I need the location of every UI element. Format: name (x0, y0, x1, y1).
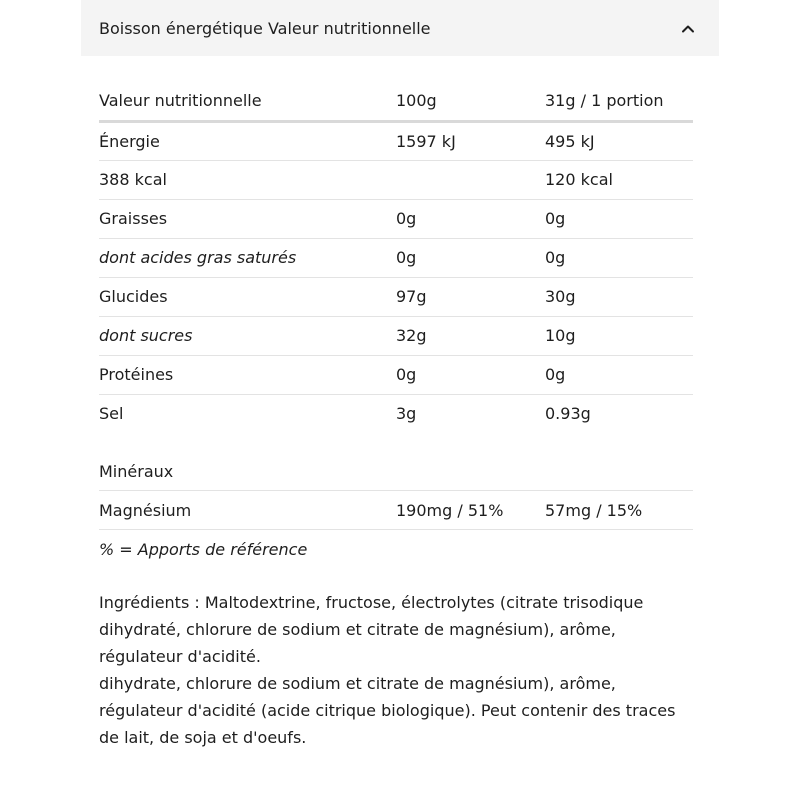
nutrition-table (99, 82, 693, 433)
table-row (99, 355, 693, 394)
ingredients-text (99, 589, 693, 751)
nutrient-per-portion: 0g (545, 248, 566, 267)
nutrient-label: Protéines (99, 365, 174, 384)
minerals-title: Minéraux (99, 452, 693, 491)
nutrition-table-header (99, 82, 693, 121)
nutrient-label: Sel (99, 404, 124, 424)
nutrient-per-100g: 0g (396, 365, 417, 384)
nutrient-per-portion: 495 kJ (545, 131, 595, 151)
nutrient-per-100g: 1597 kJ (396, 131, 456, 151)
ingredients-paragraph-2: dihydrate, chlorure de sodium et citrate de magnésium), arôme, régulateur d'acidité (acide citrique biologique). Peut contenir des traces de lait, de soja et d'oeufs. (99, 674, 676, 747)
ingredients-paragraph (99, 589, 693, 670)
table-row (99, 394, 693, 433)
accordion-content (99, 82, 693, 751)
nutrient-per-100g: 3g (396, 404, 417, 424)
table-row (99, 491, 693, 530)
nutrient-per-portion: 0.93g (545, 404, 591, 424)
nutrient-label: dont sucres (99, 326, 193, 345)
accordion-header[interactable] (81, 0, 719, 56)
table-row (99, 316, 693, 355)
nutrient-per-100g: 97g (396, 287, 427, 306)
table-row (99, 199, 693, 238)
nutrient-per-portion: 0g (545, 365, 566, 384)
nutrient-per-100g: 32g (396, 326, 427, 345)
reference-note: % = Apports de référence (99, 540, 308, 559)
ingredients-body: Maltodextrine, fructose, électrolytes (citrate trisodique dihydraté, chlorure de sodium et citrate de magnésium), arôme, régulateur d'acidité. (99, 593, 644, 666)
nutrient-per-100g: 0g (396, 248, 417, 267)
nutrient-per-portion: 30g (545, 287, 576, 306)
header-per-100g: 100g (396, 91, 437, 111)
ingredients-label: Ingrédients : (99, 593, 200, 612)
mineral-per-portion: 57mg / 15% (545, 500, 643, 520)
mineral-label: Magnésium (99, 500, 192, 520)
nutrient-per-portion: 120 kcal (545, 170, 613, 189)
nutrient-per-portion: 10g (545, 326, 576, 345)
chevron-up-icon[interactable] (681, 21, 695, 35)
nutrient-per-100g: 0g (396, 209, 417, 228)
header-nutrient: Valeur nutritionnelle (99, 91, 262, 111)
nutrient-per-portion: 0g (545, 209, 566, 228)
nutrient-label: Glucides (99, 287, 168, 306)
accordion-title: Boisson énergétique Valeur nutritionnelle (99, 18, 431, 38)
mineral-per-100g: 190mg / 51% (396, 500, 504, 520)
table-row (99, 277, 693, 316)
header-per-portion: 31g / 1 portion (545, 91, 664, 111)
table-row (99, 121, 693, 160)
table-row (99, 160, 693, 199)
nutrient-label: Énergie (99, 131, 160, 151)
table-row (99, 238, 693, 277)
nutrient-per-100g (396, 160, 545, 199)
nutrient-label: Graisses (99, 209, 168, 228)
nutrient-label: 388 kcal (99, 170, 167, 189)
nutrient-label: dont acides gras saturés (99, 248, 297, 267)
